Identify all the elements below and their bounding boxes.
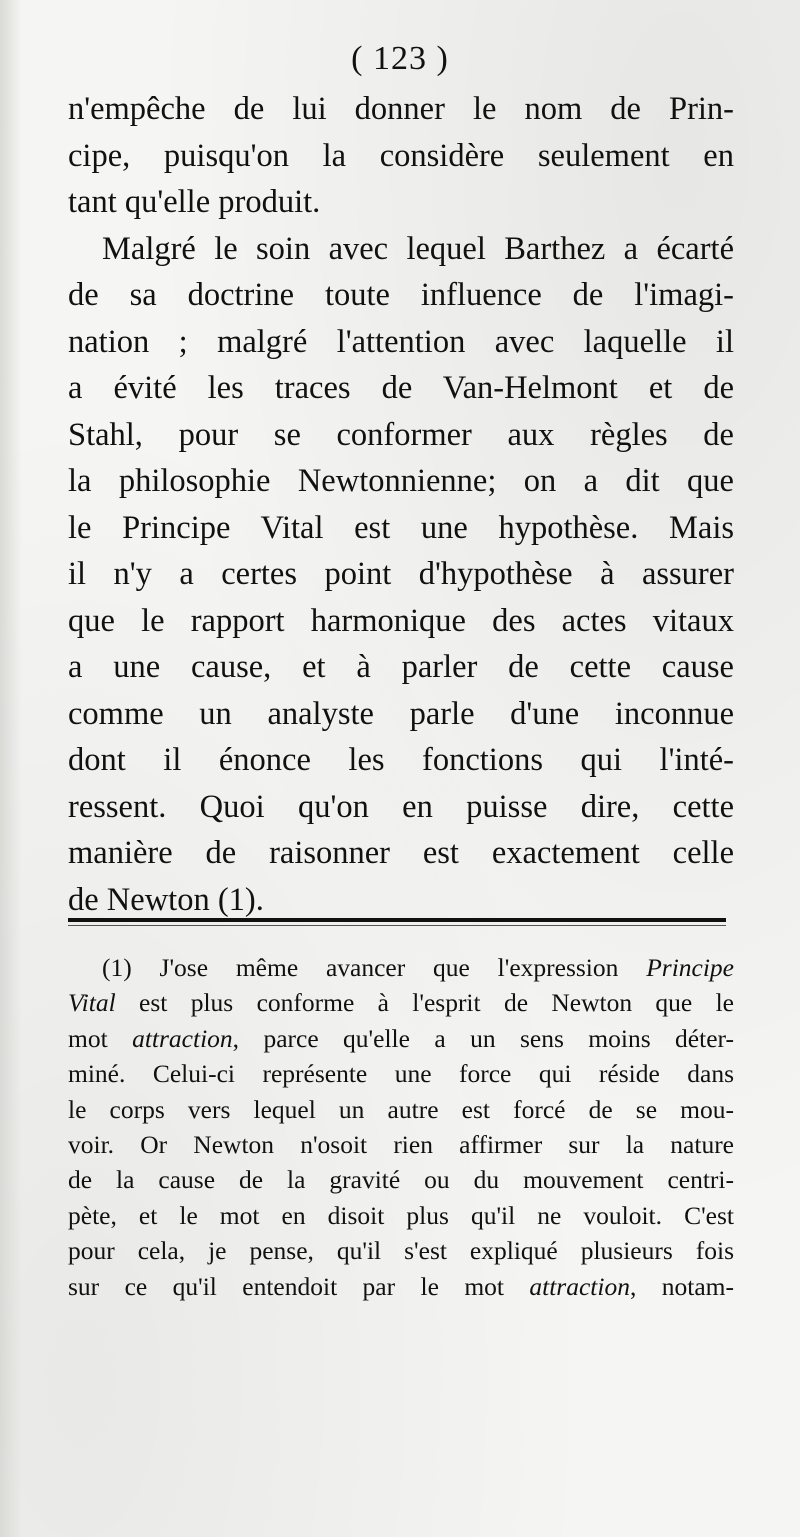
footnote-italic: Vital bbox=[68, 988, 116, 1018]
text-line: nation ; malgré l'attention avec laquelle il bbox=[68, 323, 734, 360]
footnote-italic: Principe bbox=[646, 953, 734, 982]
footnote-text: , notam- bbox=[629, 1271, 734, 1301]
footnote bbox=[68, 950, 734, 1304]
footnote-line: voir. Or Newton n'osoit rien affirmer sur la nature bbox=[68, 1130, 734, 1160]
footnote-line bbox=[68, 1269, 734, 1304]
footnote-text: est plus conforme à l'esprit de Newton que le bbox=[115, 988, 734, 1018]
page-number: ( 123 ) bbox=[351, 40, 449, 77]
main-text bbox=[68, 86, 734, 923]
text-line: a une cause, et à parler de cette cause bbox=[68, 649, 734, 685]
text-line: Stahl, pour se conformer aux règles de bbox=[68, 416, 734, 453]
footnote-line bbox=[68, 1021, 734, 1056]
footnote-separator-rule-thin bbox=[68, 925, 726, 926]
text-line: n'empêche de lui donner le nom de Prin- bbox=[68, 91, 734, 127]
text-line: que le rapport harmonique des actes vitaux bbox=[68, 602, 734, 639]
footnote-text: , parce qu'elle a un sens moins déter- bbox=[232, 1023, 734, 1053]
text-line: a évité les traces de Van-Helmont et de bbox=[68, 370, 734, 406]
text-line: tant qu'elle produit. bbox=[68, 184, 321, 220]
text-line: cipe, puisqu'on la considère seulement en bbox=[68, 137, 734, 174]
text-line: Malgré le soin avec lequel Barthez a écarté bbox=[102, 230, 734, 267]
footnote-line: pour cela, je pense, qu'il s'est expliqué plusieurs fois bbox=[68, 1236, 734, 1266]
footnote-italic: attraction bbox=[132, 1023, 233, 1053]
text-line: comme un analyste parle d'une inconnue bbox=[68, 695, 734, 732]
footnote-line: pète, et le mot en disoit plus qu'il ne vouloit. C'est bbox=[68, 1200, 734, 1230]
footnote-line: miné. Celui-ci représente une force qui réside dans bbox=[68, 1059, 734, 1089]
footnote-text: mot bbox=[68, 1023, 133, 1053]
footnote-line: de la cause de la gravité ou du mouvement centri- bbox=[68, 1165, 734, 1195]
text-line: la philosophie Newtonnienne; on a dit que bbox=[68, 463, 734, 499]
text-line: dont il énonce les fonctions qui l'inté- bbox=[68, 742, 734, 778]
footnote-line bbox=[68, 950, 734, 985]
text-line: le Principe Vital est une hypothèse. Mais bbox=[68, 509, 734, 546]
text-line: de sa doctrine toute influence de l'imagi- bbox=[68, 277, 734, 313]
footnote-line bbox=[68, 985, 734, 1020]
text-line: il n'y a certes point d'hypothèse à assurer bbox=[68, 556, 734, 592]
text-line: de Newton (1). bbox=[68, 881, 264, 918]
footnote-separator-rule bbox=[68, 918, 726, 922]
footnote-line: le corps vers lequel un autre est forcé de se mou- bbox=[68, 1094, 734, 1124]
text-line: ressent. Quoi qu'on en puisse dire, cette bbox=[68, 788, 734, 825]
page-gutter-shadow bbox=[0, 0, 22, 1537]
footnote-text: (1) J'ose même avancer que l'expression bbox=[102, 953, 647, 982]
footnote-italic: attraction bbox=[529, 1271, 630, 1301]
footnote-text: sur ce qu'il entendoit par le mot bbox=[68, 1271, 530, 1301]
text-line: manière de raisonner est exactement celle bbox=[68, 835, 734, 871]
